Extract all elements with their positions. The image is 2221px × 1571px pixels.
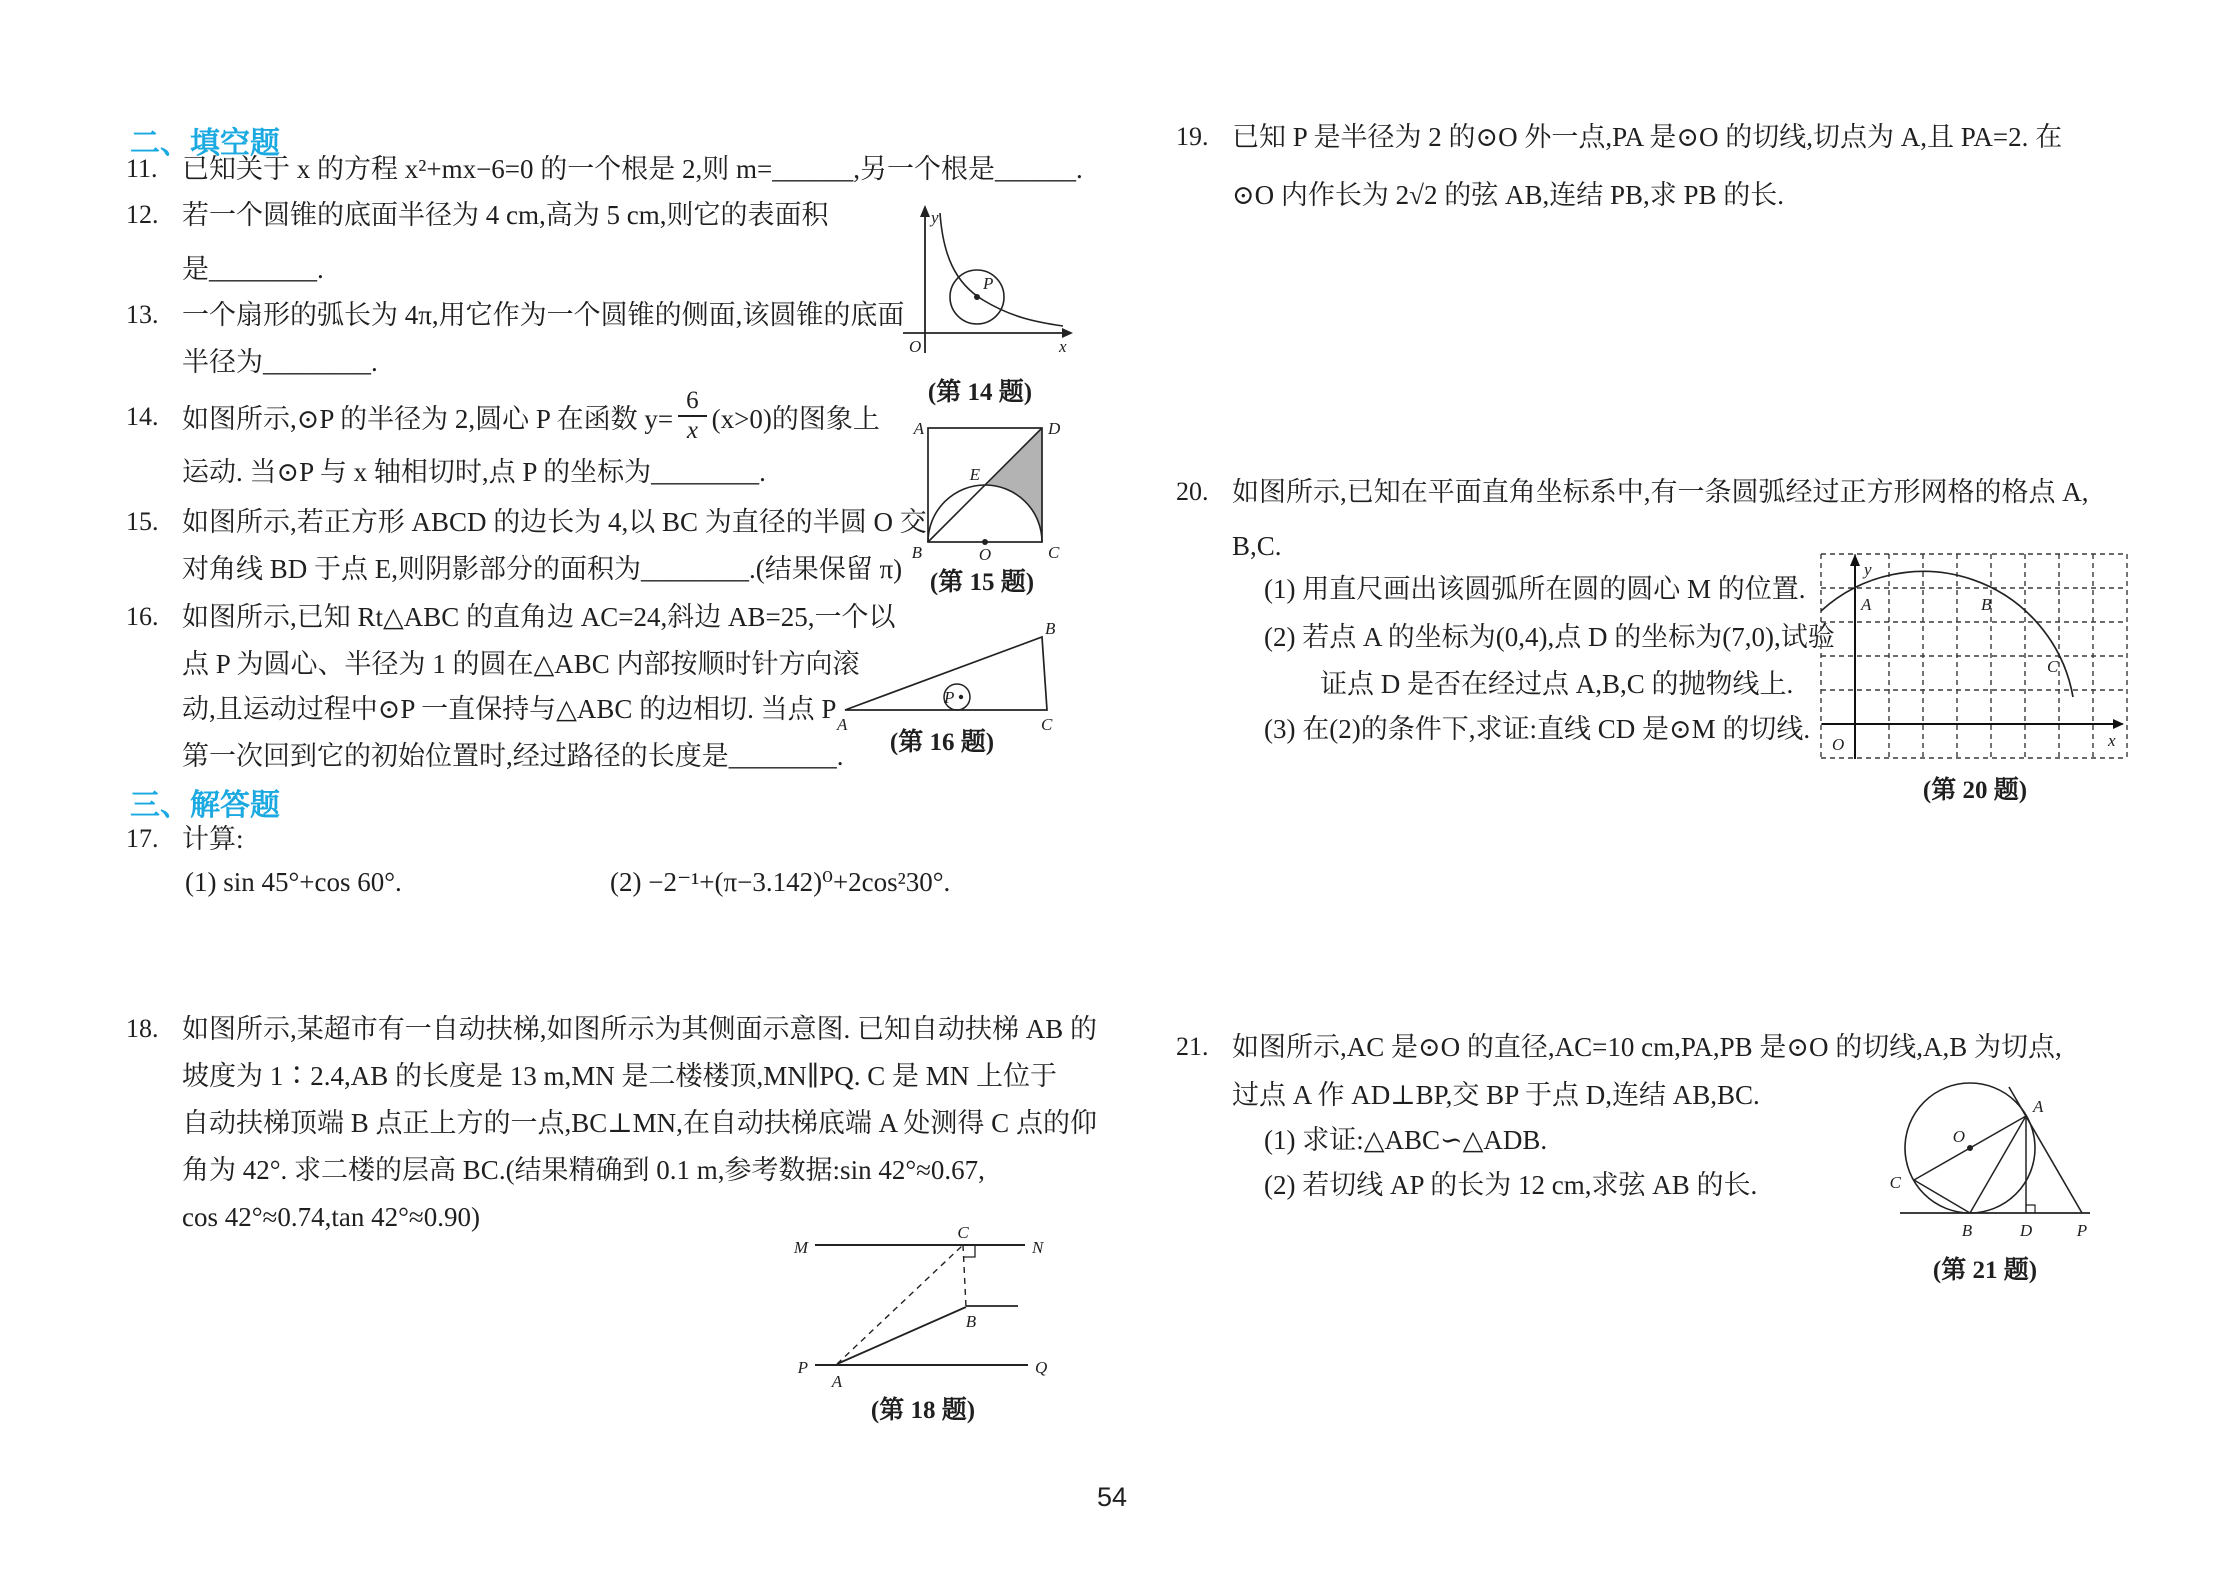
tangent-line-pa	[2009, 1087, 2082, 1213]
label-q: Q	[1035, 1358, 1048, 1377]
problem-20-part2a: (2) 若点 A 的坐标为(0,4),点 D 的坐标为(7,0),试验	[1264, 622, 1835, 652]
label-n: N	[1032, 1238, 1044, 1257]
problem-20-part2b: 证点 D 是否在经过点 A,B,C 的抛物线上.	[1320, 669, 1794, 699]
label-x: x	[2108, 731, 2116, 750]
problem-15-number: 15.	[126, 507, 159, 536]
problem-20-part3: (3) 在(2)的条件下,求证:直线 CD 是⊙M 的切线.	[1264, 714, 1811, 744]
problem-20-number: 20.	[1176, 477, 1209, 506]
label-c: C	[957, 1223, 969, 1242]
label-a: A	[2033, 1097, 2044, 1116]
label-c: C	[1048, 543, 1060, 562]
problem-13-number: 13.	[126, 300, 159, 329]
problem-17-part2: (2) −2⁻¹+(π−3.142)⁰+2cos²30°.	[610, 867, 951, 897]
label-p: P	[983, 274, 994, 293]
problem-14-line1-before: 如图所示,⊙P 的半径为 2,圆心 P 在函数 y=	[182, 403, 674, 434]
figure-15-caption: (第 15 题)	[929, 569, 1035, 596]
label-c: C	[1889, 1173, 1901, 1192]
figure-21-caption: (第 21 题)	[1932, 1257, 2038, 1284]
problem-16-line3: 动,且运动过程中⊙P 一直保持与△ABC 的边相切. 当点 P	[182, 694, 837, 724]
figure-20-caption: (第 20 题)	[1922, 777, 2028, 804]
label-o: O	[909, 337, 922, 356]
problem-13-line1: 一个扇形的弧长为 4π,用它作为一个圆锥的侧面,该圆锥的底面	[182, 300, 905, 330]
fraction-numerator: 6	[678, 387, 707, 417]
problem-20-line2: B,C.	[1232, 531, 1282, 561]
label-o: O	[978, 545, 992, 564]
label-d: D	[1048, 419, 1061, 438]
chord-bc	[1914, 1180, 1970, 1213]
problem-19-line1: 已知 P 是半径为 2 的⊙O 外一点,PA 是⊙O 的切线,切点为 A,且 PA=2. 在	[1232, 122, 2063, 152]
problem-18-line4: 角为 42°. 求二楼的层高 BC.(结果精确到 0.1 m,参考数据:sin 42°≈0.67,	[182, 1155, 985, 1185]
label-c: C	[1041, 715, 1053, 734]
label-p: P	[797, 1358, 808, 1377]
label-o: O	[1832, 735, 1845, 754]
y-axis-arrow-icon	[920, 205, 930, 217]
problem-14-line1-after: (x>0)的图象上	[711, 403, 880, 434]
problem-12-line2: 是________.	[182, 254, 324, 284]
problem-17-part1: (1) sin 45°+cos 60°.	[185, 867, 402, 897]
problem-21-line2: 过点 A 作 AD⊥BP,交 BP 于点 D,连结 AB,BC.	[1232, 1080, 1760, 1110]
figure-20-grid-arc	[1820, 553, 2130, 761]
fraction-6-over-x	[678, 387, 707, 445]
problem-21-number: 21.	[1176, 1032, 1209, 1061]
problem-21-part1: (1) 求证:△ABC∽△ADB.	[1264, 1125, 1548, 1155]
problem-17-intro: 计算:	[182, 824, 244, 854]
right-angle-mark-c	[963, 1245, 975, 1257]
fraction-denominator: x	[686, 417, 698, 444]
label-p: P	[2076, 1221, 2088, 1240]
label-y: y	[1864, 560, 1872, 579]
label-a: A	[837, 715, 848, 734]
problem-20-line1: 如图所示,已知在平面直角坐标系中,有一条圆弧经过正方形网格的格点 A,	[1232, 477, 2089, 507]
label-p: P	[944, 688, 955, 707]
figure-18-escalator	[760, 1223, 1080, 1397]
label-a: A	[913, 419, 924, 438]
label-b: B	[965, 1312, 977, 1331]
label-a: A	[1861, 595, 1872, 614]
label-a: A	[831, 1372, 843, 1391]
label-y: y	[931, 208, 939, 227]
right-angle-mark-d	[2026, 1205, 2035, 1213]
figure-14-caption: (第 14 题)	[927, 379, 1033, 406]
section-fill-heading: 二、填空题	[130, 127, 280, 160]
figure-18-caption: (第 18 题)	[870, 1397, 976, 1424]
problem-11-line1: 已知关于 x 的方程 x²+mx−6=0 的一个根是 2,则 m=______,另一个根是______.	[182, 154, 1083, 184]
label-x: x	[1059, 337, 1067, 356]
problem-14-line1	[182, 380, 880, 452]
escalator-ab	[837, 1307, 966, 1364]
problem-18-line1: 如图所示,某超市有一自动扶梯,如图所示为其侧面示意图. 已知自动扶梯 AB 的	[182, 1014, 1098, 1044]
problem-14-line2: 运动. 当⊙P 与 x 轴相切时,点 P 的坐标为________.	[182, 457, 766, 487]
dashed-ac-sightline	[837, 1245, 963, 1364]
circular-arc-abc	[1821, 571, 2073, 697]
figure-21-circle-tangents	[1845, 1078, 2115, 1243]
label-d: D	[2019, 1221, 2033, 1240]
dashed-cb	[963, 1245, 966, 1307]
problem-15-line2: 对角线 BD 于点 E,则阴影部分的面积为________.(结果保留 π)	[182, 554, 903, 584]
grid-lines	[1821, 554, 2127, 758]
label-o: O	[1952, 1127, 1965, 1146]
figure-16-triangle-circle	[835, 619, 1145, 737]
problem-19-number: 19.	[1176, 122, 1209, 151]
problem-17-number: 17.	[126, 824, 159, 853]
problem-11-number: 11.	[126, 154, 158, 183]
label-b: B	[1981, 595, 1992, 614]
y-axis-arrow-icon	[1850, 554, 1860, 566]
problem-13-line2: 半径为________.	[182, 347, 378, 377]
point-p	[974, 294, 980, 300]
figure-14-hyperbola-circle	[895, 205, 1075, 365]
figure-16-caption: (第 16 题)	[889, 729, 995, 756]
section-solve-heading: 三、解答题	[130, 789, 280, 822]
problem-16-line2: 点 P 为圆心、半径为 1 的圆在△ABC 内部按顺时针方向滚	[182, 649, 860, 679]
problem-12-line1: 若一个圆锥的底面半径为 4 cm,高为 5 cm,则它的表面积	[182, 200, 829, 230]
problem-18-line5: cos 42°≈0.74,tan 42°≈0.90)	[182, 1202, 480, 1232]
problem-21-part2: (2) 若切线 AP 的长为 12 cm,求弦 AB 的长.	[1264, 1170, 1758, 1200]
label-c: C	[2047, 657, 2059, 676]
label-m: M	[793, 1238, 808, 1257]
page-number: 54	[1096, 1482, 1128, 1512]
problem-21-line1: 如图所示,AC 是⊙O 的直径,AC=10 cm,PA,PB 是⊙O 的切线,A,B 为切点,	[1232, 1032, 2062, 1062]
chord-ab	[1970, 1116, 2026, 1213]
x-axis-arrow-icon	[2113, 719, 2124, 729]
problem-20-part1: (1) 用直尺画出该圆弧所在圆的圆心 M 的位置.	[1264, 574, 1806, 604]
problem-16-number: 16.	[126, 602, 159, 631]
problem-19-line2: ⊙O 内作长为 2√2 的弦 AB,连结 PB,求 PB 的长.	[1232, 180, 1784, 210]
label-b: B	[1045, 619, 1056, 638]
point-o	[1967, 1145, 1973, 1151]
label-b: B	[1961, 1221, 1973, 1240]
problem-18-number: 18.	[126, 1014, 159, 1043]
figure-15-square-semicircle	[896, 420, 1096, 565]
problem-14-number: 14.	[126, 402, 159, 431]
label-b: B	[911, 543, 922, 562]
problem-18-line3: 自动扶梯顶端 B 点正上方的一点,BC⊥MN,在自动扶梯底端 A 处测得 C 点的仰	[182, 1108, 1097, 1138]
problem-16-line1: 如图所示,已知 Rt△ABC 的直角边 AC=24,斜边 AB=25,一个以	[182, 602, 896, 632]
problem-16-line4: 第一次回到它的初始位置时,经过路径的长度是________.	[182, 741, 844, 771]
problem-18-line2: 坡度为 1∶2.4,AB 的长度是 13 m,MN 是二楼楼顶,MN∥PQ. C 是 MN 上位于	[182, 1061, 1058, 1091]
problem-15-line1: 如图所示,若正方形 ABCD 的边长为 4,以 BC 为直径的半圆 O 交	[182, 507, 927, 537]
problem-12-number: 12.	[126, 200, 159, 229]
point-p	[959, 695, 963, 699]
label-e: E	[969, 465, 980, 484]
